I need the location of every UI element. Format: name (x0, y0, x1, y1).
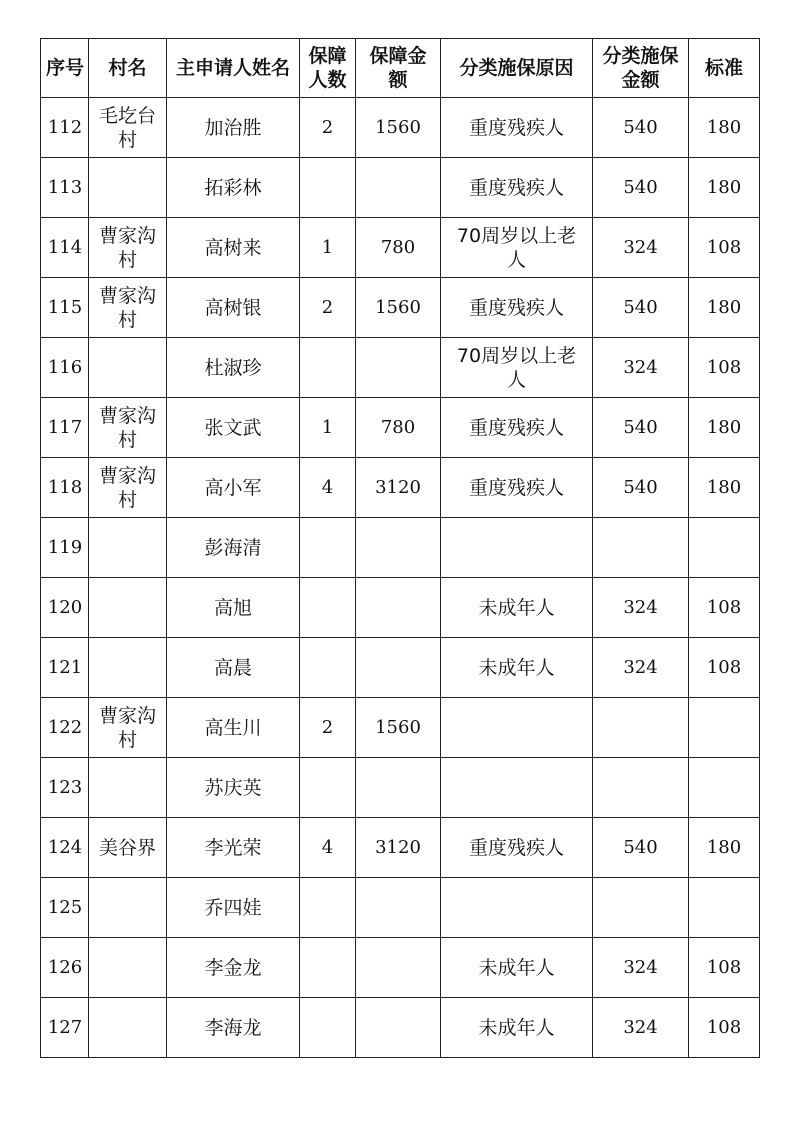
cell-seq: 127 (41, 998, 89, 1058)
cell-reason: 重度残疾人 (441, 278, 593, 338)
cell-count: 2 (300, 698, 356, 758)
cell-village: 曹家沟村 (89, 278, 167, 338)
header-class-amount: 分类施保金额 (593, 39, 689, 98)
cell-village: 曹家沟村 (89, 218, 167, 278)
cell-standard: 108 (689, 638, 760, 698)
cell-seq: 126 (41, 938, 89, 998)
cell-amount (356, 998, 441, 1058)
cell-class-amount (593, 758, 689, 818)
cell-applicant: 高树银 (167, 278, 300, 338)
cell-reason: 重度残疾人 (441, 458, 593, 518)
cell-standard (689, 878, 760, 938)
cell-applicant: 高小军 (167, 458, 300, 518)
cell-amount (356, 758, 441, 818)
header-applicant: 主申请人姓名 (167, 39, 300, 98)
cell-village (89, 878, 167, 938)
cell-reason: 未成年人 (441, 998, 593, 1058)
cell-seq: 116 (41, 338, 89, 398)
cell-amount: 1560 (356, 98, 441, 158)
assistance-table (40, 38, 760, 1058)
header-row (41, 39, 760, 98)
cell-amount (356, 338, 441, 398)
cell-count (300, 878, 356, 938)
header-reason: 分类施保原因 (441, 39, 593, 98)
table-row (41, 338, 760, 398)
header-count: 保障人数 (300, 39, 356, 98)
cell-standard: 108 (689, 578, 760, 638)
cell-applicant: 拓彩林 (167, 158, 300, 218)
cell-seq: 115 (41, 278, 89, 338)
cell-count (300, 338, 356, 398)
cell-amount (356, 938, 441, 998)
cell-applicant: 加治胜 (167, 98, 300, 158)
cell-reason: 70周岁以上老人 (441, 218, 593, 278)
cell-class-amount: 324 (593, 338, 689, 398)
cell-seq: 124 (41, 818, 89, 878)
cell-applicant: 苏庆英 (167, 758, 300, 818)
cell-count (300, 638, 356, 698)
cell-reason (441, 698, 593, 758)
cell-applicant: 高生川 (167, 698, 300, 758)
cell-count: 4 (300, 458, 356, 518)
cell-seq: 123 (41, 758, 89, 818)
cell-amount (356, 878, 441, 938)
cell-count (300, 998, 356, 1058)
cell-applicant: 彭海清 (167, 518, 300, 578)
table-row (41, 518, 760, 578)
cell-applicant: 高树来 (167, 218, 300, 278)
cell-reason: 未成年人 (441, 578, 593, 638)
table-row (41, 938, 760, 998)
table-row (41, 98, 760, 158)
cell-village (89, 158, 167, 218)
table-row (41, 998, 760, 1058)
cell-seq: 122 (41, 698, 89, 758)
cell-village (89, 758, 167, 818)
cell-village: 毛圪台村 (89, 98, 167, 158)
header-standard: 标准 (689, 39, 760, 98)
table-row (41, 818, 760, 878)
cell-amount (356, 518, 441, 578)
cell-village: 曹家沟村 (89, 698, 167, 758)
cell-seq: 120 (41, 578, 89, 638)
cell-class-amount (593, 518, 689, 578)
header-village: 村名 (89, 39, 167, 98)
cell-class-amount (593, 878, 689, 938)
cell-applicant: 李海龙 (167, 998, 300, 1058)
cell-standard: 180 (689, 818, 760, 878)
cell-village (89, 998, 167, 1058)
cell-class-amount: 324 (593, 638, 689, 698)
cell-reason: 未成年人 (441, 638, 593, 698)
cell-class-amount: 540 (593, 98, 689, 158)
cell-standard (689, 758, 760, 818)
cell-seq: 119 (41, 518, 89, 578)
cell-amount: 1560 (356, 698, 441, 758)
cell-count: 1 (300, 218, 356, 278)
cell-class-amount: 324 (593, 998, 689, 1058)
cell-standard: 108 (689, 938, 760, 998)
cell-standard: 180 (689, 458, 760, 518)
table-row (41, 878, 760, 938)
cell-amount: 780 (356, 218, 441, 278)
cell-village: 美谷界 (89, 818, 167, 878)
cell-village (89, 638, 167, 698)
cell-class-amount: 540 (593, 818, 689, 878)
cell-applicant: 乔四娃 (167, 878, 300, 938)
cell-village (89, 338, 167, 398)
cell-amount: 3120 (356, 818, 441, 878)
cell-reason (441, 878, 593, 938)
cell-reason: 未成年人 (441, 938, 593, 998)
cell-count: 4 (300, 818, 356, 878)
cell-seq: 112 (41, 98, 89, 158)
cell-standard (689, 698, 760, 758)
cell-class-amount (593, 698, 689, 758)
cell-class-amount: 324 (593, 578, 689, 638)
cell-seq: 117 (41, 398, 89, 458)
cell-reason: 重度残疾人 (441, 398, 593, 458)
cell-village (89, 938, 167, 998)
table-row (41, 278, 760, 338)
cell-seq: 125 (41, 878, 89, 938)
cell-reason (441, 518, 593, 578)
cell-village: 曹家沟村 (89, 458, 167, 518)
cell-amount (356, 158, 441, 218)
table-row (41, 158, 760, 218)
table-body (41, 98, 760, 1058)
cell-reason (441, 758, 593, 818)
cell-standard: 108 (689, 218, 760, 278)
table-row (41, 698, 760, 758)
cell-class-amount: 540 (593, 278, 689, 338)
cell-amount: 780 (356, 398, 441, 458)
cell-standard: 180 (689, 158, 760, 218)
cell-count: 2 (300, 98, 356, 158)
cell-amount: 1560 (356, 278, 441, 338)
cell-amount (356, 578, 441, 638)
cell-standard: 180 (689, 278, 760, 338)
cell-class-amount: 324 (593, 938, 689, 998)
cell-village: 曹家沟村 (89, 398, 167, 458)
cell-amount (356, 638, 441, 698)
table-row (41, 638, 760, 698)
table-row (41, 578, 760, 638)
cell-village (89, 578, 167, 638)
cell-standard (689, 518, 760, 578)
cell-class-amount: 540 (593, 458, 689, 518)
table-row (41, 398, 760, 458)
cell-applicant: 高旭 (167, 578, 300, 638)
header-amount: 保障金额 (356, 39, 441, 98)
cell-village (89, 518, 167, 578)
cell-applicant: 张文武 (167, 398, 300, 458)
cell-seq: 118 (41, 458, 89, 518)
cell-count (300, 758, 356, 818)
cell-amount: 3120 (356, 458, 441, 518)
table-row (41, 218, 760, 278)
cell-seq: 121 (41, 638, 89, 698)
cell-standard: 108 (689, 338, 760, 398)
cell-reason: 重度残疾人 (441, 818, 593, 878)
cell-standard: 180 (689, 98, 760, 158)
cell-count (300, 578, 356, 638)
cell-standard: 180 (689, 398, 760, 458)
header-seq: 序号 (41, 39, 89, 98)
table-row (41, 758, 760, 818)
cell-applicant: 高晨 (167, 638, 300, 698)
cell-class-amount: 540 (593, 158, 689, 218)
cell-class-amount: 540 (593, 398, 689, 458)
cell-count (300, 158, 356, 218)
cell-class-amount: 324 (593, 218, 689, 278)
cell-applicant: 杜淑珍 (167, 338, 300, 398)
cell-count (300, 938, 356, 998)
cell-applicant: 李金龙 (167, 938, 300, 998)
cell-count: 2 (300, 278, 356, 338)
cell-seq: 113 (41, 158, 89, 218)
table-row (41, 458, 760, 518)
cell-standard: 108 (689, 998, 760, 1058)
cell-reason: 70周岁以上老人 (441, 338, 593, 398)
cell-count (300, 518, 356, 578)
cell-applicant: 李光荣 (167, 818, 300, 878)
cell-reason: 重度残疾人 (441, 98, 593, 158)
cell-seq: 114 (41, 218, 89, 278)
cell-reason: 重度残疾人 (441, 158, 593, 218)
cell-count: 1 (300, 398, 356, 458)
